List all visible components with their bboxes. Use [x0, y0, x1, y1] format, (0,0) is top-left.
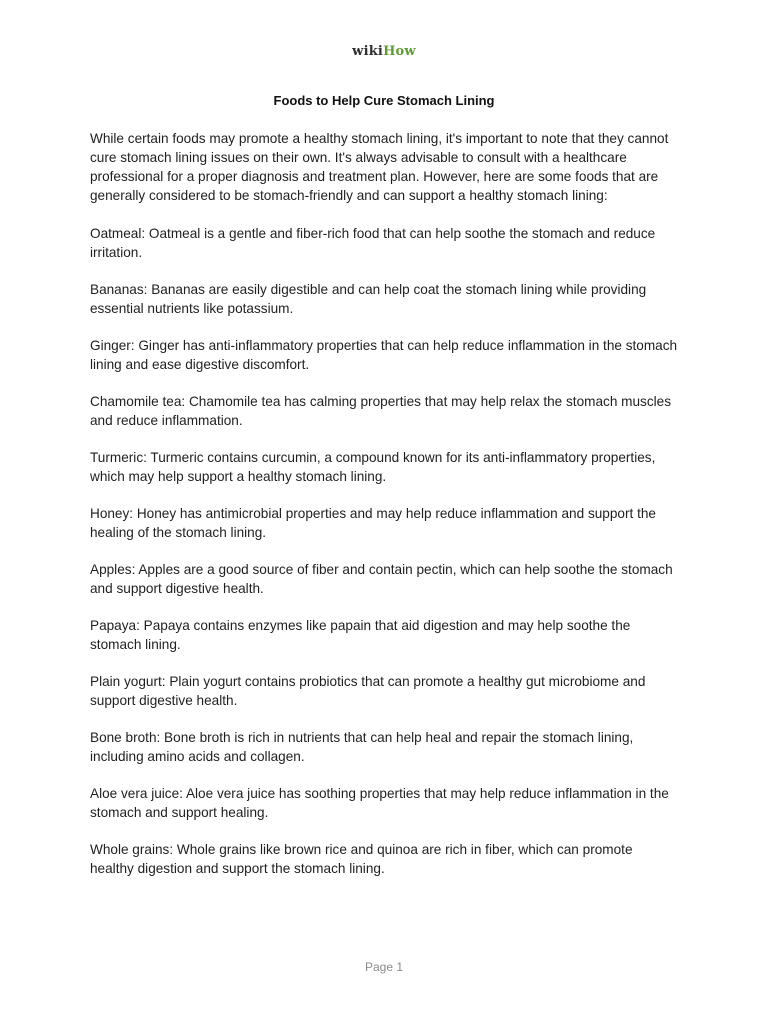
document-title: Foods to Help Cure Stomach Lining [273, 93, 495, 108]
food-item-honey: Honey: Honey has antimicrobial properties and may help reduce inflammation and support the healing of the stomach lining. [90, 506, 656, 540]
food-item-ginger: Ginger: Ginger has anti-inflammatory properties that can help reduce inflammation in the stomach lining and ease digestive discomfort. [90, 338, 678, 372]
food-item-turmeric: Turmeric: Turmeric contains curcumin, a compound known for its anti-inflammatory properties, which may help support a healthy stomach lining. [90, 450, 656, 484]
food-item-aloe-vera-juice: Aloe vera juice: Aloe vera juice has soothing properties that may help reduce inflammation in the stomach and support healing. [90, 786, 669, 820]
food-item-whole-grains: Whole grains: Whole grains like brown rice and quinoa are rich in fiber, which can promote healthy digestion and support the stomach lining. [90, 842, 633, 876]
intro-paragraph: While certain foods may promote a healthy stomach lining, it's important to note that they cannot cure stomach lining issues on their own. It's always advisable to consult with a healthcare professional for a proper diagnosis and treatment plan. However, here are some foods that are generally considered to be stomach-friendly and can support a healthy stomach lining: [90, 131, 669, 203]
food-item-chamomile-tea: Chamomile tea: Chamomile tea has calming properties that may help relax the stomach muscles and reduce inflammation. [90, 394, 672, 428]
food-item-plain-yogurt: Plain yogurt: Plain yogurt contains probiotics that can promote a healthy gut microbiome and support digestive health. [90, 674, 646, 708]
food-item-bananas: Bananas: Bananas are easily digestible and can help coat the stomach lining while providing essential nutrients like potassium. [90, 282, 647, 316]
food-item-oatmeal: Oatmeal: Oatmeal is a gentle and fiber-rich food that can help soothe the stomach and reduce irritation. [90, 226, 656, 260]
food-item-papaya: Papaya: Papaya contains enzymes like papain that aid digestion and may help soothe the stomach lining. [90, 618, 631, 652]
document-body [90, 129, 680, 896]
logo-wiki-text: wiki [352, 44, 384, 59]
page-number: Page 1 [364, 960, 404, 974]
food-item-apples: Apples: Apples are a good source of fiber and contain pectin, which can help soothe the stomach and support digestive health. [90, 562, 673, 596]
food-item-bone-broth: Bone broth: Bone broth is rich in nutrients that can help heal and repair the stomach lining, including amino acids and collagen. [90, 730, 634, 764]
wikihow-logo [0, 44, 768, 59]
logo-how-text: How [383, 44, 416, 59]
